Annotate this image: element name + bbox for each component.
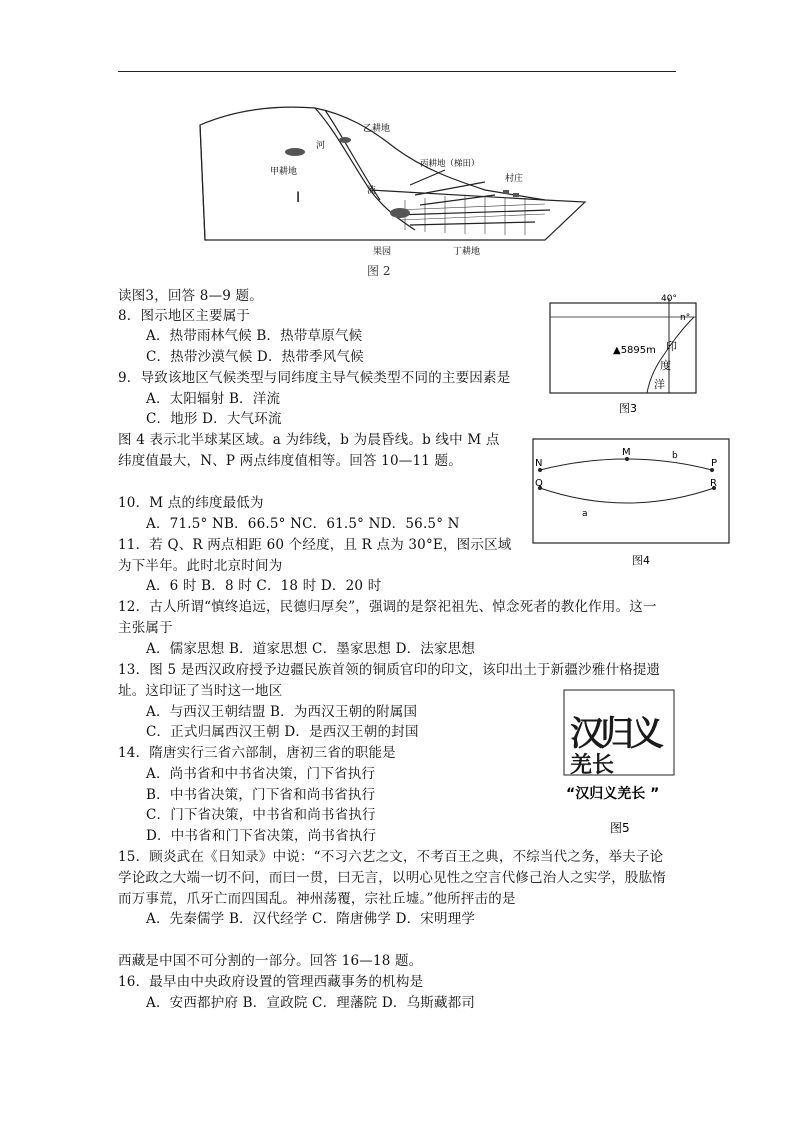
q11-options: A．6 时 B．8 时 C．18 时 D．20 时 [146, 578, 382, 594]
fig3-label-ocean3: 洋 [654, 378, 665, 391]
fig5-quote: “汉归义羌长 ” [566, 786, 660, 802]
fig4-caption: 图4 [632, 554, 650, 567]
fig2-label-roman: I [296, 190, 301, 206]
fig2-label-orchard: 果园 [373, 247, 392, 257]
fig2-label-bing: 丙耕地（梯田） [420, 159, 480, 169]
q8-options-ab: A．热带雨林气候 B．热带草原气候 [146, 328, 363, 344]
intro-fig4-2: 纬度值最大，N、P 两点纬度值相等。回答 10—11 题。 [118, 453, 462, 469]
q10-options: A．71.5° NB．66.5° NC．61.5° ND．56.5° N [146, 516, 460, 532]
figure-4-diagram [532, 438, 732, 570]
fig4-label-R: R [710, 478, 717, 489]
question-12-2: 主张属于 [118, 620, 173, 636]
fig2-label-ding: 丁耕地 [453, 247, 481, 257]
question-10: 10．M 点的纬度最低为 [118, 495, 264, 511]
question-9: 9．导致该地区气候类型与同纬度主导气候类型不同的主要因素是 [118, 370, 511, 386]
q13-options-ab: A．与西汉王朝结盟 B．为西汉王朝的附属国 [146, 704, 418, 720]
question-8: 8．图示地区主要属于 [118, 308, 251, 324]
seal-imprint-text: 汉归义 [570, 714, 660, 754]
fig3-label-peak: ▲5895m [613, 345, 656, 356]
figure-2-landscape-diagram [195, 100, 590, 262]
fig3-label-ocean2: 度 [660, 359, 671, 372]
fig4-label-N: N [535, 458, 543, 469]
q14-option-c: C．门下省决策，中书省和尚书省执行 [146, 807, 376, 823]
fig5-caption: 图5 [610, 821, 630, 835]
q14-option-b: B．中书省决策，门下省和尚书省执行 [146, 787, 376, 803]
fig3-label-lon: 40° [661, 294, 677, 304]
fig2-label-jia: 甲耕地 [270, 167, 298, 177]
q12-options: A．儒家思想 B．道家思想 C．墨家思想 D．法家思想 [146, 641, 476, 657]
fig4-label-a: a [582, 509, 588, 519]
question-12-1: 12．古人所谓“慎终追远，民德归厚矣”，强调的是祭祀祖先、悼念死者的教化作用。这一 [118, 599, 657, 615]
figure-3-map [549, 292, 699, 414]
fig2-label-village: 村庄 [505, 174, 524, 184]
q9-options-cd: C．地形 D．大气环流 [146, 411, 282, 427]
figure-5-seal [540, 680, 700, 840]
fig2-label-liu: 流 [367, 186, 377, 196]
fig3-label-ocean1: 印 [666, 340, 677, 353]
question-13-1: 13．图 5 是西汉政府授予边疆民族首领的铜质官印的印文，该印出土于新疆沙雅什格提遗 [118, 662, 661, 678]
fig3-label-lat: n° [680, 313, 691, 323]
fig4-label-Q: Q [535, 478, 543, 489]
fig2-label-he: 河 [316, 141, 326, 151]
q16-options: A．安西都护府 B．宣政院 C．理藩院 D．乌斯藏都司 [146, 995, 476, 1011]
q15-options: A．先秦儒学 B．汉代经学 C．隋唐佛学 D．宋明理学 [146, 911, 476, 927]
question-15-3: 而万事荒，爪牙亡而四国乱。神州荡覆，宗社丘墟。”他所抨击的是 [118, 891, 516, 907]
q14-option-a: A．尚书省和中书省决策，门下省执行 [146, 766, 376, 782]
intro-fig4-1: 图 4 表示北半球某区域。a 为纬线，b 为晨昏线。b 线中 M 点 [118, 432, 500, 448]
question-14: 14．隋唐实行三省六部制，唐初三省的职能是 [118, 745, 396, 761]
seal-imprint-text-2: 羌长 [570, 753, 615, 778]
question-11-1: 11．若 Q、R 两点相距 60 个经度，且 R 点为 30°E，图示区域 [118, 537, 512, 553]
question-13-2: 址。这印证了当时这一地区 [118, 683, 283, 699]
question-11-2: 为下半年。此时北京时间为 [118, 558, 283, 574]
question-16: 16．最早由中央政府设置的管理西藏事务的机构是 [118, 974, 424, 990]
q9-options-ab: A．太阳辐射 B．洋流 [146, 391, 281, 407]
fig3-caption: 图3 [619, 402, 637, 414]
fig4-label-b: b [672, 451, 678, 461]
question-15-1: 15．顾炎武在《日知录》中说：“不习六艺之文，不考百王之典，不综当代之务，举夫子论 [118, 849, 664, 865]
fig2-caption: 图 2 [367, 264, 391, 278]
fig2-label-yi: 乙耕地 [363, 124, 391, 134]
fig4-label-P: P [711, 458, 718, 469]
q14-option-d: D．中书省和门下省决策，尚书省执行 [146, 828, 377, 844]
q13-options-cd: C．正式归属西汉王朝 D．是西汉王朝的封国 [146, 724, 419, 740]
q8-options-cd: C．热带沙漠气候 D．热带季风气候 [146, 349, 364, 365]
intro-fig3: 读图3，回答 8—9 题。 [118, 288, 263, 304]
fig4-label-M: M [622, 447, 631, 458]
intro-tibet: 西藏是中国不可分割的一部分。回答 16—18 题。 [118, 953, 423, 969]
question-15-2: 学论政之大端一切不问，而曰一贯，曰无言，以明心见性之空言代修己治人之实学，股肱惰 [118, 870, 666, 886]
header-rule [118, 71, 676, 72]
